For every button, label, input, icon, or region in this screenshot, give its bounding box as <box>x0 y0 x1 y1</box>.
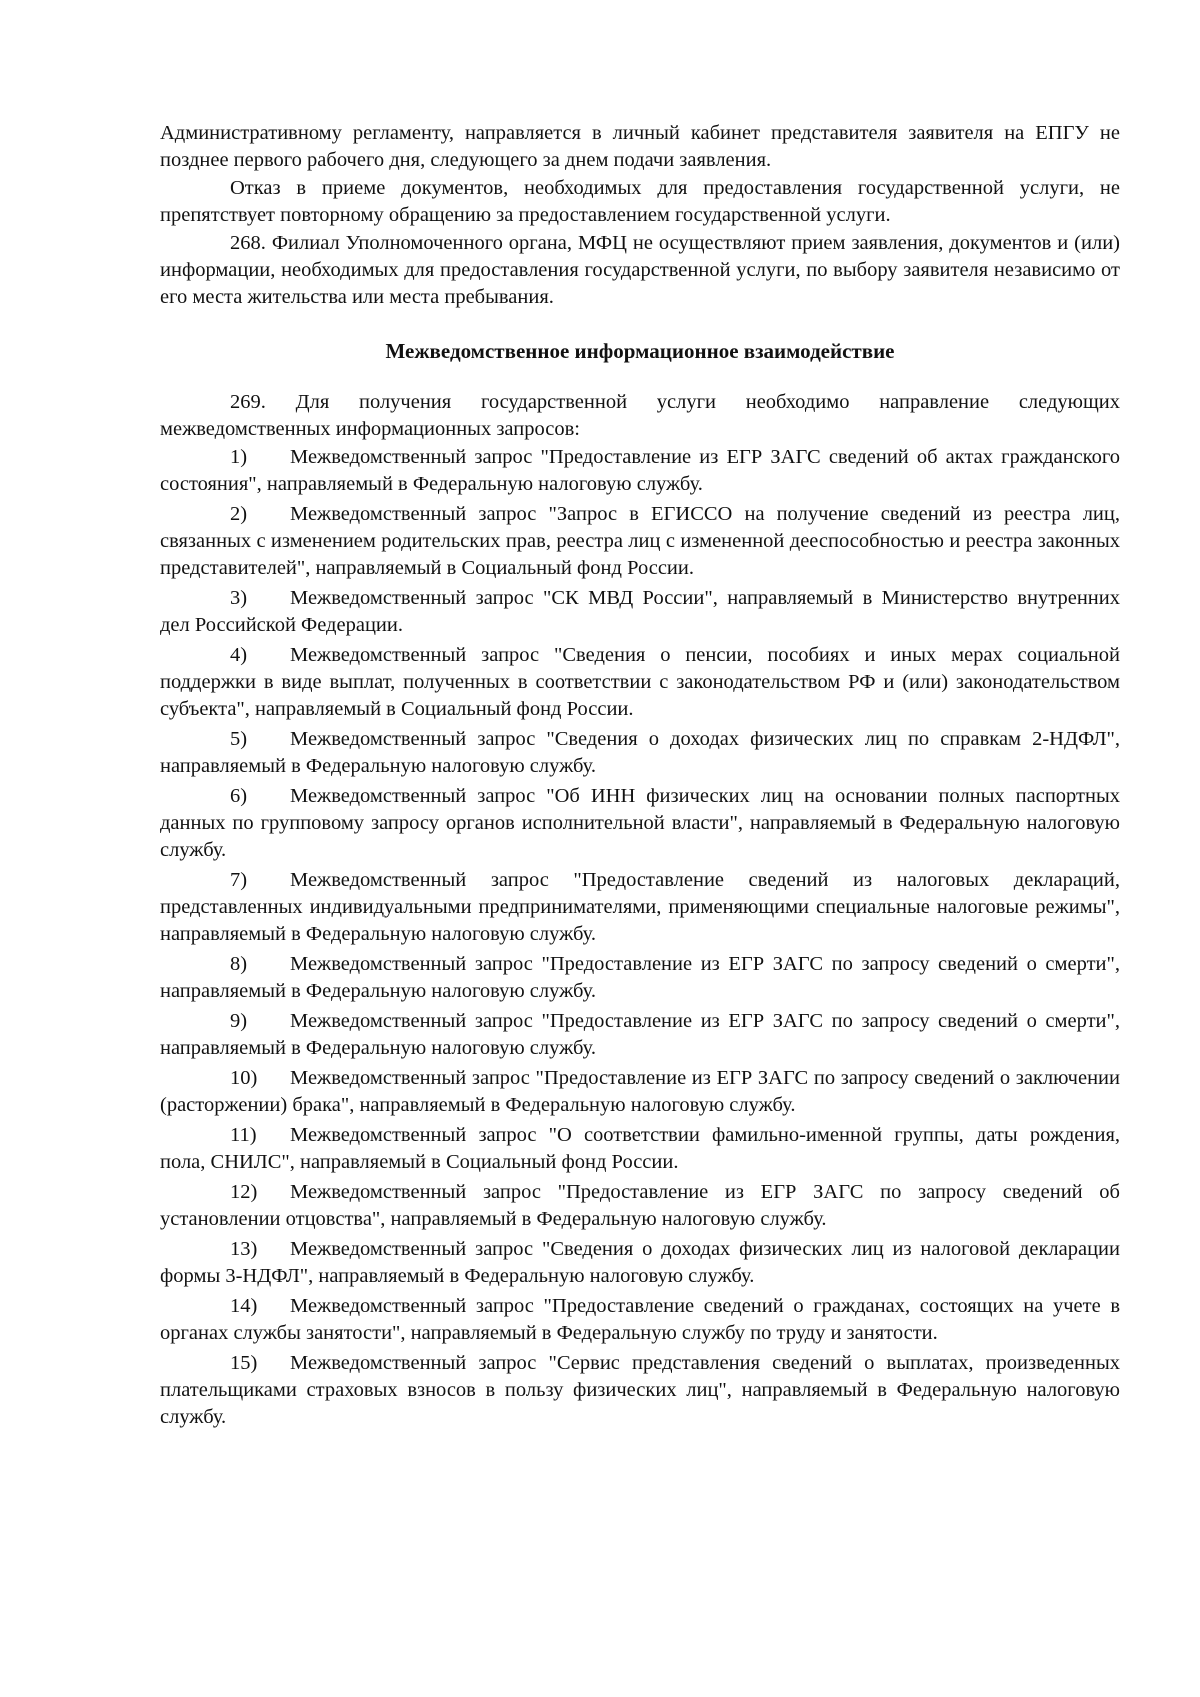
item-number: 2) <box>230 503 248 525</box>
item-number: 8) <box>230 953 248 975</box>
list-item <box>160 867 1120 948</box>
item-number: 11) <box>230 1124 257 1146</box>
section-heading: Межведомственное информационное взаимодействие <box>385 339 895 363</box>
list-item <box>160 726 1120 780</box>
item-number: 1) <box>230 446 248 468</box>
list-item <box>160 1293 1120 1347</box>
item-text: Межведомственный запрос "Предоставление из ЕГР ЗАГС по запросу сведений о смерти", направляемый в Федеральную налоговую службу. <box>160 1010 1120 1059</box>
item-number: 3) <box>230 587 248 609</box>
item-number: 12) <box>230 1181 258 1203</box>
paragraph-268: 268. Филиал Уполномоченного органа, МФЦ не осуществляют прием заявления, документов и (или) информации, необходимых для предоставления государственной услуги, по выбору заявителя независимо от его места жительства или места пребывания. <box>160 232 1120 308</box>
item-text: Межведомственный запрос "Об ИНН физических лиц на основании полных паспортных данных по групповому запросу органов исполнительной власти", направляемый в Федеральную налоговую службу. <box>160 785 1120 861</box>
item-text: Межведомственный запрос "Предоставление из ЕГР ЗАГС по запросу сведений о заключении (расторжении) брака", направляемый в Федеральную налоговую службу. <box>160 1067 1120 1116</box>
list-item <box>160 1065 1120 1119</box>
intro-paragraph-1: Административному регламенту, направляется в личный кабинет представителя заявителя на ЕПГУ не позднее первого рабочего дня, следующего за днем подачи заявления. <box>160 122 1120 171</box>
item-number: 9) <box>230 1010 248 1032</box>
item-text: Межведомственный запрос "Предоставление сведений о гражданах, состоящих на учете в органах службы занятости", направляемый в Федеральную службу по труду и занятости. <box>160 1295 1120 1344</box>
item-text: Межведомственный запрос "Предоставление из ЕГР ЗАГС по запросу сведений о смерти", направляемый в Федеральную налоговую службу. <box>160 953 1120 1002</box>
item-number: 7) <box>230 869 248 891</box>
list-item <box>160 501 1120 582</box>
list-item <box>160 1350 1120 1431</box>
item-text: Межведомственный запрос "Сервис представления сведений о выплатах, произведенных плательщиками страховых взносов в пользу физических лиц", направляемый в Федеральную налоговую службу. <box>160 1352 1120 1428</box>
item-text: Межведомственный запрос "Сведения о доходах физических лиц из налоговой декларации формы 3-НДФЛ", направляемый в Федеральную налоговую службу. <box>160 1238 1120 1287</box>
list-item <box>160 1122 1120 1176</box>
list-item <box>160 444 1120 498</box>
item-text: Межведомственный запрос "Предоставление сведений из налоговых деклараций, представленных индивидуальными предпринимателями, применяющими специальные налоговые режимы", направляемый в Федеральную налоговую службу. <box>160 869 1120 945</box>
item-number: 10) <box>230 1067 258 1089</box>
item-number: 5) <box>230 728 248 750</box>
list-item <box>160 1008 1120 1062</box>
list-item <box>160 1179 1120 1233</box>
item-number: 13) <box>230 1238 258 1260</box>
list-item <box>160 951 1120 1005</box>
paragraph-269: 269. Для получения государственной услуги необходимо направление следующих межведомственных информационных запросов: <box>160 391 1120 440</box>
item-text: Межведомственный запрос "СК МВД России", направляемый в Министерство внутренних дел Российской Федерации. <box>160 587 1120 636</box>
request-list <box>160 444 1120 1431</box>
item-text: Межведомственный запрос "Сведения о доходах физических лиц по справкам 2-НДФЛ", направляемый в Федеральную налоговую службу. <box>160 728 1120 777</box>
list-item <box>160 783 1120 864</box>
item-text: Межведомственный запрос "Предоставление из ЕГР ЗАГС сведений об актах гражданского состояния", направляемый в Федеральную налоговую службу. <box>160 446 1120 495</box>
item-number: 6) <box>230 785 248 807</box>
item-text: Межведомственный запрос "О соответствии фамильно-именной группы, даты рождения, пола, СНИЛС", направляемый в Социальный фонд России. <box>160 1124 1120 1173</box>
item-number: 14) <box>230 1295 258 1317</box>
list-item <box>160 1236 1120 1290</box>
item-text: Межведомственный запрос "Сведения о пенсии, пособиях и иных мерах социальной поддержки в виде выплат, полученных в соответствии с законодательством РФ и (или) законодательством субъекта", направляемый в Социальный фонд России. <box>160 644 1120 720</box>
item-number: 15) <box>230 1352 258 1374</box>
item-text: Межведомственный запрос "Предоставление из ЕГР ЗАГС по запросу сведений об установлении отцовства", направляемый в Федеральную налоговую службу. <box>160 1181 1120 1230</box>
intro-paragraph-2: Отказ в приеме документов, необходимых для предоставления государственной услуги, не препятствует повторному обращению за предоставлением государственной услуги. <box>160 177 1120 226</box>
list-item <box>160 642 1120 723</box>
document-page <box>160 120 1120 1434</box>
item-number: 4) <box>230 644 248 666</box>
item-text: Межведомственный запрос "Запрос в ЕГИССО на получение сведений из реестра лиц, связанных с изменением родительских прав, реестра лиц с измененной дееспособностью и реестра законных представителей", направляемый в Социальный фонд России. <box>160 503 1120 579</box>
list-item <box>160 585 1120 639</box>
